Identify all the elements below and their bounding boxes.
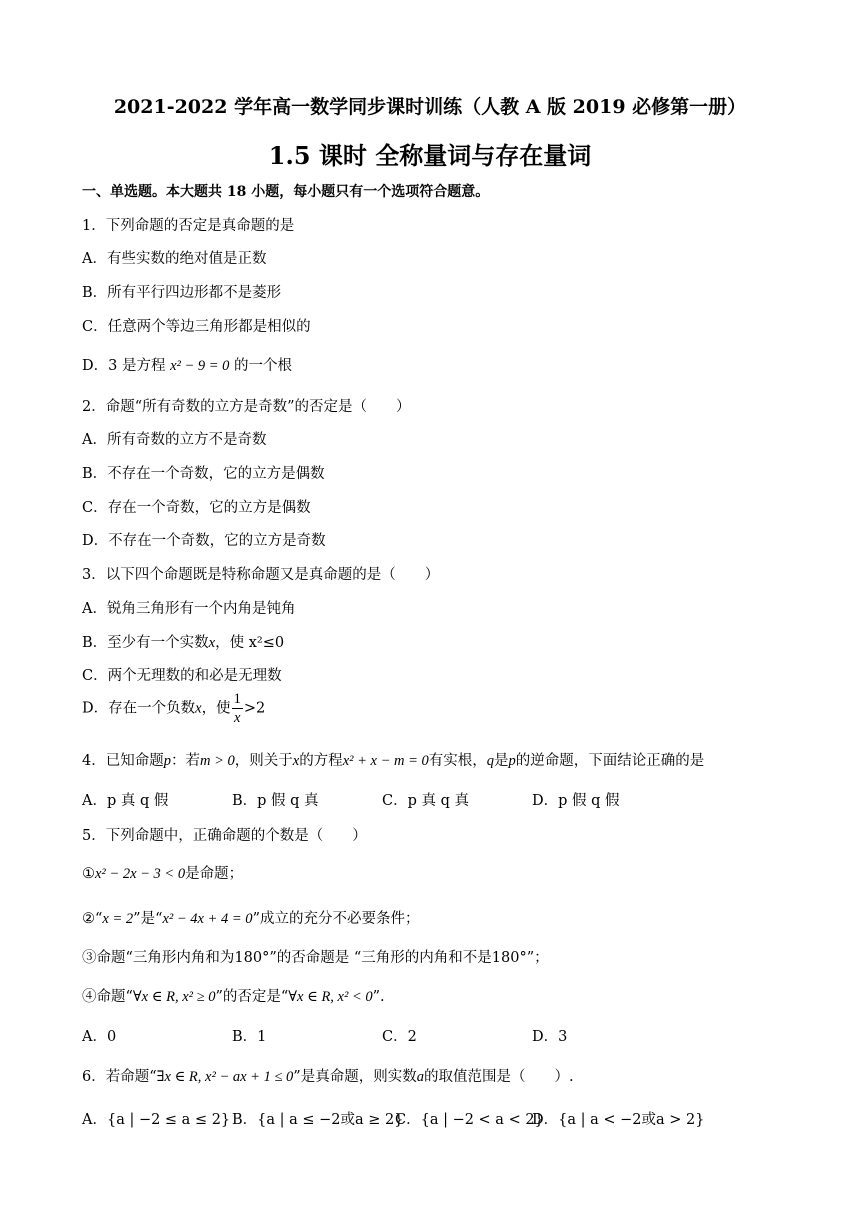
question-2-stem: 2．命题“所有奇数的立方是奇数”的否定是（ ）	[82, 399, 411, 415]
option-d-suffix: 的一个根	[234, 358, 293, 374]
document-title: 2021-2022 学年高一数学同步课时训练（人教 A 版 2019 必修第一册）	[113, 96, 747, 118]
proposition-p: p	[163, 753, 171, 769]
question-1-option-d	[82, 354, 292, 375]
question-5-stem: 5．下列命题中，正确命题的个数是（ ）	[82, 828, 367, 844]
equation: x² + x − m = 0	[342, 753, 429, 769]
equation: x² − 9 = 0	[170, 358, 230, 374]
question-6-option-b: B．{a | a ≤ −2或a ≥ 2}	[232, 1112, 404, 1128]
question-5-statement-3: ③命题“三角形内角和为180°”的否命题是 “三角形的内角和不是180°”；	[82, 950, 549, 966]
question-3-option-d	[82, 690, 265, 727]
question-1-stem: 1．下列命题的否定是真命题的是	[82, 218, 295, 234]
question-3-option-c: C．两个无理数的和必是无理数	[82, 668, 282, 684]
option-d-prefix: D．3 是方程	[82, 358, 166, 374]
fraction	[232, 690, 243, 727]
section-heading: 一、单选题。本大题共 18 小题，每小题只有一个选项符合题意。	[82, 184, 490, 200]
question-2-option-b: B．不存在一个奇数，它的立方是偶数	[82, 466, 325, 482]
statement-text: ”的否定是“	[215, 989, 289, 1005]
fraction-denominator: x	[233, 710, 241, 726]
question-5-statement-2	[82, 907, 419, 928]
question-1-option-c: C．任意两个等边三角形都是相似的	[82, 319, 311, 335]
stem-text: ”是真命题，则实数	[293, 1069, 417, 1085]
option-b-suffix: ，使 x²≤0	[215, 635, 285, 651]
stem-text: 的取值范围是（ ）.	[423, 1069, 574, 1085]
question-5-option-b: B．1	[232, 1029, 267, 1045]
statement-marker: ②“	[82, 911, 103, 927]
stem-text: 有实根，	[428, 753, 487, 769]
question-6-option-a: A．{a | −2 ≤ a ≤ 2}	[82, 1112, 231, 1128]
equation: x² − 4x + 4 = 0	[162, 911, 253, 927]
fraction-numerator: 1	[233, 691, 241, 707]
statement-marker: ①	[82, 866, 95, 882]
proposition-q: q	[486, 753, 494, 769]
variable: x	[208, 635, 216, 651]
stem-text: 6．若命题“	[82, 1069, 157, 1085]
question-5-option-d: D．3	[532, 1029, 568, 1045]
option-d-mid: ，使	[201, 700, 231, 717]
variable: a	[416, 1069, 424, 1085]
question-5-statement-4	[82, 985, 385, 1006]
question-4-option-b: B．p 假 q 真	[232, 793, 319, 809]
question-5-option-a: A．0	[82, 1029, 117, 1045]
formula: ∀x ∈ R, x² < 0	[288, 989, 373, 1005]
condition: m > 0	[199, 753, 235, 769]
lesson-title: 1.5 课时 全称量词与存在量词	[268, 141, 592, 170]
question-3-option-b	[82, 631, 284, 652]
question-3-option-a: A．锐角三角形有一个内角是钝角	[82, 601, 296, 617]
inequality: x² − 2x − 3 < 0	[95, 866, 186, 882]
stem-text: ：若	[170, 753, 200, 769]
statement-text: 是命题；	[185, 866, 244, 882]
question-4-stem	[82, 749, 704, 770]
question-6-option-c: C．{a | −2 < a < 2}	[395, 1112, 544, 1128]
question-5-option-c: C．2	[382, 1029, 417, 1045]
stem-text: 是	[493, 753, 509, 769]
question-2-option-a: A．所有奇数的立方不是奇数	[82, 432, 267, 448]
question-2-option-d: D．不存在一个奇数，它的立方是奇数	[82, 533, 326, 549]
question-6-option-d: D．{a | a < −2或a > 2}	[532, 1112, 705, 1128]
stem-text: ，则关于	[234, 753, 293, 769]
question-5-statement-1	[82, 862, 243, 883]
variable: x	[292, 753, 300, 769]
formula: ∃x ∈ R, x² − ax + 1 ≤ 0	[156, 1069, 294, 1085]
stem-text: 4．已知命题	[82, 753, 164, 769]
equation: x = 2	[102, 911, 134, 927]
question-3-stem: 3．以下四个命题既是特称命题又是真命题的是（ ）	[82, 567, 440, 583]
statement-text: ”成立的充分不必要条件；	[252, 911, 420, 927]
option-d-prefix: D．存在一个负数	[82, 700, 196, 717]
formula: ∀x ∈ R, x² ≥ 0	[132, 989, 216, 1005]
question-4-option-d: D．p 假 q 假	[532, 793, 620, 809]
question-4-option-c: C．p 真 q 真	[382, 793, 469, 809]
question-2-option-c: C．存在一个奇数，它的立方是偶数	[82, 500, 311, 516]
proposition-p: p	[508, 753, 516, 769]
statement-text: ”是“	[133, 911, 163, 927]
statement-text: ”.	[372, 989, 385, 1005]
stem-text: 的方程	[299, 753, 343, 769]
question-4-option-a: A．p 真 q 假	[82, 793, 169, 809]
statement-marker: ④命题“	[82, 989, 133, 1005]
option-d-suffix: >2	[243, 700, 266, 717]
question-1-option-a: A．有些实数的绝对值是正数	[82, 251, 267, 267]
option-b-prefix: B．至少有一个实数	[82, 635, 209, 651]
question-1-option-b: B．所有平行四边形都不是菱形	[82, 285, 282, 301]
stem-text: 的逆命题，下面结论正确的是	[515, 753, 705, 769]
variable: x	[195, 700, 202, 717]
question-6-stem	[82, 1065, 574, 1086]
